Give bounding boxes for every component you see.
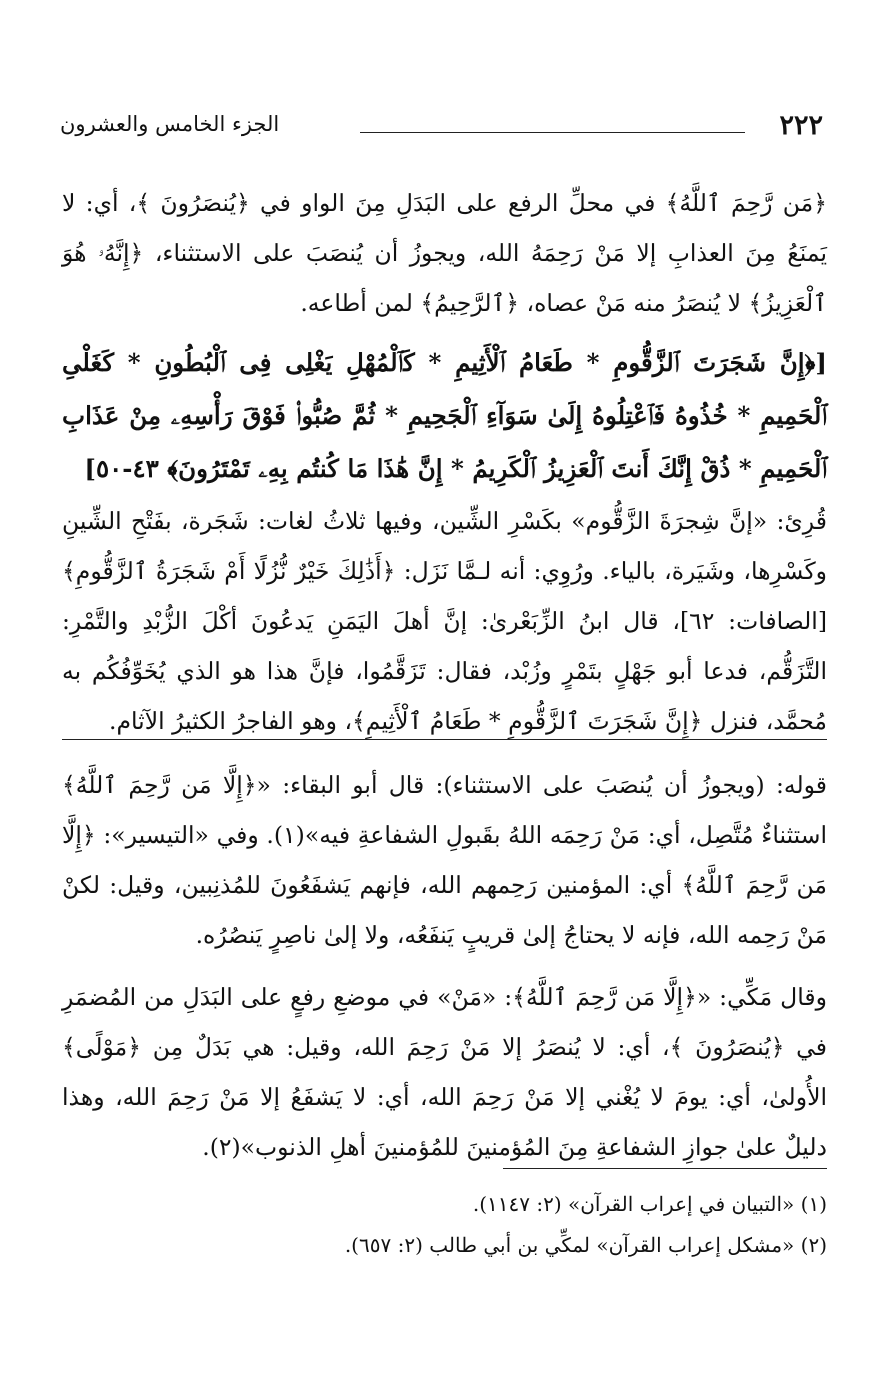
verses-block — [62, 336, 827, 495]
commentary-section-2 — [62, 496, 827, 746]
running-title: الجزء الخامس والعشرون — [60, 112, 280, 136]
gloss-paragraph-1: قوله: (ويجوزُ أن يُنصَبَ على الاستثناء): قال أبو البقاء: «﴿إِلَّا مَن رَّحِمَ ٱللَّهُ﴾ استثناءٌ مُتَّصِل، أي: مَنْ رَحِمَه اللهُ بقَبولِ الشفاعةِ فيه»(١). وفي «التيسير»: ﴿إِلَّا مَن رَّحِمَ ٱللَّهُ﴾ أي: المؤمنين رَحِمهم الله، فإنهم يَشفَعُونَ للمُذنِبين، وقيل: لكنْ مَنْ رَحِمه الله، فإنه لا يحتاجُ إلىٰ قريبٍ يَنفَعُه، ولا إلىٰ ناصِرٍ يَنصُرُه. — [62, 771, 827, 949]
readings-paragraph: قُرِئ: «إنَّ شِجرَةَ الزَّقُّوم» بكَسْرِ الشِّين، وفيها ثلاثُ لغات: شَجَرة، بفَتْحِ الشِّينِ وكَسْرِها، وشَيَرة، بالياء. ورُوِي: أنه لـمَّا نَزَل: ﴿أَذَٰلِكَ خَيْرٌ نُّزُلًا أَمْ شَجَرَةُ ٱلزَّقُّومِ﴾ [الصافات: ٦٢]، قال ابنُ الزِّبَعْرىٰ: إنَّ أهلَ اليَمَنِ يَدعُونَ أكْلَ الزُّبْدِ والتَّمْرِ: التَّزَقُّم، فدعا أبو جَهْلٍ بتَمْرٍ وزُبْد، فقال: تَزَقَّمُوا، فإنَّ هذا هو الذي يُخَوِّفُكُم به مُحمَّد، فنزل ﴿إِنَّ شَجَرَتَ ٱلزَّقُّومِ * طَعَامُ ٱلْأَثِيمِ﴾، وهو الفاجرُ الكثيرُ الآثام. — [62, 507, 827, 735]
gloss-section — [62, 760, 827, 1172]
header-rule — [360, 132, 745, 133]
footnotes — [62, 1184, 827, 1266]
footnote-2: (٢) «مشكل إعراب القرآن» لمكِّي بن أبي طالب (٢: ٦٥٧). — [344, 1233, 827, 1257]
footnote-1: (١) «التبيان في إعراب القرآن» (٢: ١١٤٧). — [472, 1192, 827, 1216]
commentary-paragraph: ﴿مَن رَّحِمَ ٱللَّهُ﴾ في محلِّ الرفع على البَدَلِ مِنَ الواو في ﴿يُنصَرُونَ ﴾، أي: لا يَمنَعُ مِنَ العذابِ إلا مَنْ رَحِمَهُ الله، ويجوزُ أن يُنصَبَ على الاستثناء، ﴿إِنَّهُۥ هُوَ ٱلْعَزِيزُ﴾ لا يُنصَرُ منه مَنْ عصاه، ﴿ٱلرَّحِيمُ﴾ لمن أطاعه. — [62, 189, 827, 317]
quran-verses: [﴿إِنَّ شَجَرَتَ ٱلزَّقُّومِ * طَعَامُ ٱلْأَثِيمِ * كَٱلْمُهْلِ يَغْلِى فِى ٱلْبُطُونِ * كَغَلْىِ ٱلْحَمِيمِ * خُذُوهُ فَٱعْتِلُوهُ إِلَىٰ سَوَآءِ ٱلْجَحِيمِ * ثُمَّ صُبُّوا۟ فَوْقَ رَأْسِهِۦ مِنْ عَذَابِ ٱلْحَمِيمِ * ذُقْ إِنَّكَ أَنتَ ٱلْعَزِيزُ ٱلْكَرِيمُ * إِنَّ هَٰذَا مَا كُنتُم بِهِۦ تَمْتَرُونَ﴾ ٤٣-٥٠] — [62, 348, 827, 483]
commentary-section-1 — [62, 178, 827, 328]
section-divider — [62, 739, 827, 740]
page-number: ٢٢٢ — [779, 110, 823, 141]
page-header — [60, 110, 823, 152]
footnote-rule — [503, 1168, 827, 1169]
gloss-paragraph-2: وقال مَكِّي: «﴿إِلَّا مَن رَّحِمَ ٱللَّهُ﴾: «مَنْ» في موضعِ رفعٍ على البَدَلِ من المُضمَرِ في ﴿يُنصَرُونَ ﴾، أي: لا يُنصَرُ إلا مَنْ رَحِمَ الله، وقيل: هي بَدَلٌ مِن ﴿مَوْلًى﴾ الأُولىٰ، أي: يومَ لا يُغْني إلا مَنْ رَحِمَ الله، أي: لا يَشفَعُ إلا مَنْ رَحِمَ الله، وهذا دليلٌ علىٰ جوازِ الشفاعةِ مِنَ المُؤمنينَ للمُؤمنينَ أهلِ الذنوب»(٢). — [62, 983, 827, 1161]
